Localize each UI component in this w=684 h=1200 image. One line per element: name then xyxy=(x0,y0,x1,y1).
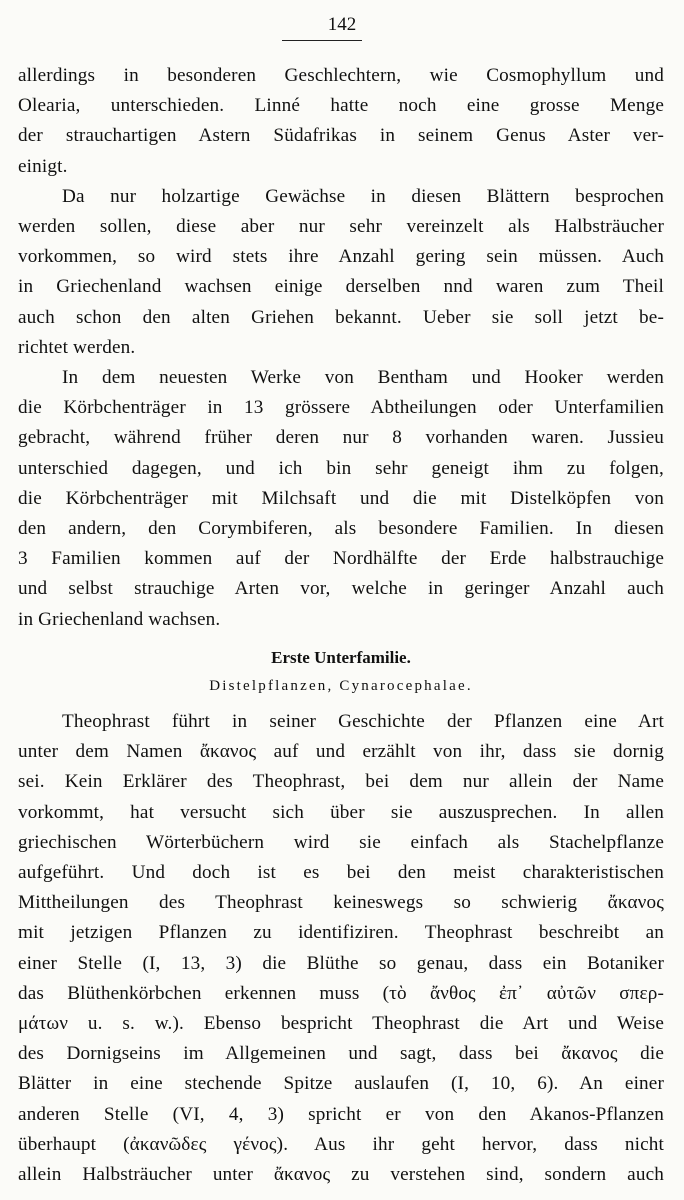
text-line: In dem neuesten Werke von Bentham und Hooker werden xyxy=(62,367,664,389)
paragraph-2 xyxy=(18,182,664,363)
text-line: einigt. xyxy=(18,155,68,177)
text-line: überhaupt (ἀκανῶδες γένος). Aus ihr geht hervor, dass nicht xyxy=(18,1133,664,1155)
text-line: allerdings in besonderen Geschlechtern, wie Cosmophyllum und xyxy=(18,65,664,86)
text-line: mit jetzigen Pflanzen zu identifiziren. Theophrast beschreibt an xyxy=(18,922,664,944)
page-number: 142 xyxy=(327,14,357,35)
text-line: der strauchartigen Astern Südafrikas in seinem Genus Aster ver- xyxy=(18,125,664,147)
text-line: griechischen Wörterbüchern wird sie einfach als Stachelpflanze xyxy=(18,831,664,853)
text-line: auch schon den alten Griehen bekannt. Ueber sie soll jetzt be- xyxy=(18,306,664,328)
text-line: in Griechenland wachsen einige derselben nnd waren zum Theil xyxy=(18,276,664,298)
body-text-section-1 xyxy=(18,61,664,635)
text-line: einer Stelle (I, 13, 3) die Blüthe so genau, dass ein Botaniker xyxy=(18,952,664,974)
text-line: gebracht, während früher deren nur 8 vorhanden waren. Jussieu xyxy=(18,427,664,449)
text-line: unter dem Namen ἄκανος auf und erzählt von ihr, dass sie dornig xyxy=(18,741,664,763)
text-line: richtet werden. xyxy=(18,336,136,358)
body-text-section-2 xyxy=(18,707,664,1190)
paragraph-1 xyxy=(18,61,664,182)
text-line: anderen Stelle (VI, 4, 3) spricht er von den Akanos-Pflanzen xyxy=(18,1103,664,1125)
text-line: die Körbchenträger in 13 grössere Abtheilungen oder Unterfamilien xyxy=(18,397,664,419)
text-line: aufgeführt. Und doch ist es bei den meist charakteristischen xyxy=(18,862,664,884)
text-line: 3 Familien kommen auf der Nordhälfte der Erde halbstrauchige xyxy=(18,548,664,570)
section-subheading: Distelpflanzen, Cynarocephalae. xyxy=(209,678,473,694)
text-line: unterschied dagegen, und ich bin sehr geneigt ihm zu folgen, xyxy=(18,457,664,479)
text-line: die Körbchenträger mit Milchsaft und die mit Distelköpfen von xyxy=(18,487,664,509)
paragraph-4 xyxy=(18,707,664,1190)
text-line: Olearia, unterschieden. Linné hatte noch eine grosse Menge xyxy=(18,95,664,117)
text-line: Theophrast führt in seiner Geschichte der Pflanzen eine Art xyxy=(62,711,664,732)
text-line: und selbst strauchige Arten vor, welche in geringer Anzahl auch xyxy=(18,578,664,600)
text-line: das Blüthenkörbchen erkennen muss (τὸ ἄνθος ἐπ᾽ αὐτῶν σπερ- xyxy=(18,982,664,1004)
section-heading: Erste Unterfamilie. xyxy=(271,648,411,667)
text-line: Da nur holzartige Gewächse in diesen Blättern besprochen xyxy=(62,185,664,207)
text-line: den andern, den Corymbiferen, als besondere Familien. In diesen xyxy=(18,518,664,540)
text-line: μάτων u. s. w.). Ebenso bespricht Theophrast die Art und Weise xyxy=(18,1013,664,1035)
text-line: des Dornigseins im Allgemeinen und sagt, dass bei ἄκανος die xyxy=(18,1043,664,1065)
text-line: allein Halbsträucher unter ἄκανος zu verstehen sind, sondern auch xyxy=(18,1164,664,1186)
text-line: in Griechenland wachsen. xyxy=(18,608,221,630)
header-rule xyxy=(282,40,362,41)
text-line: werden sollen, diese aber nur sehr vereinzelt als Halbsträucher xyxy=(18,216,664,238)
text-line: vorkommt, hat versucht sich über sie auszusprechen. In allen xyxy=(18,801,664,823)
paragraph-3 xyxy=(18,363,664,635)
text-line: sei. Kein Erklärer des Theophrast, bei dem nur allein der Name xyxy=(18,771,664,793)
text-line: vorkommen, so wird stets ihre Anzahl gering sein müssen. Auch xyxy=(18,246,664,268)
text-line: Blätter in eine stechende Spitze auslaufen (I, 10, 6). An einer xyxy=(18,1073,664,1095)
text-line: Mittheilungen des Theophrast keineswegs so schwierig ἄκανος xyxy=(18,892,664,914)
